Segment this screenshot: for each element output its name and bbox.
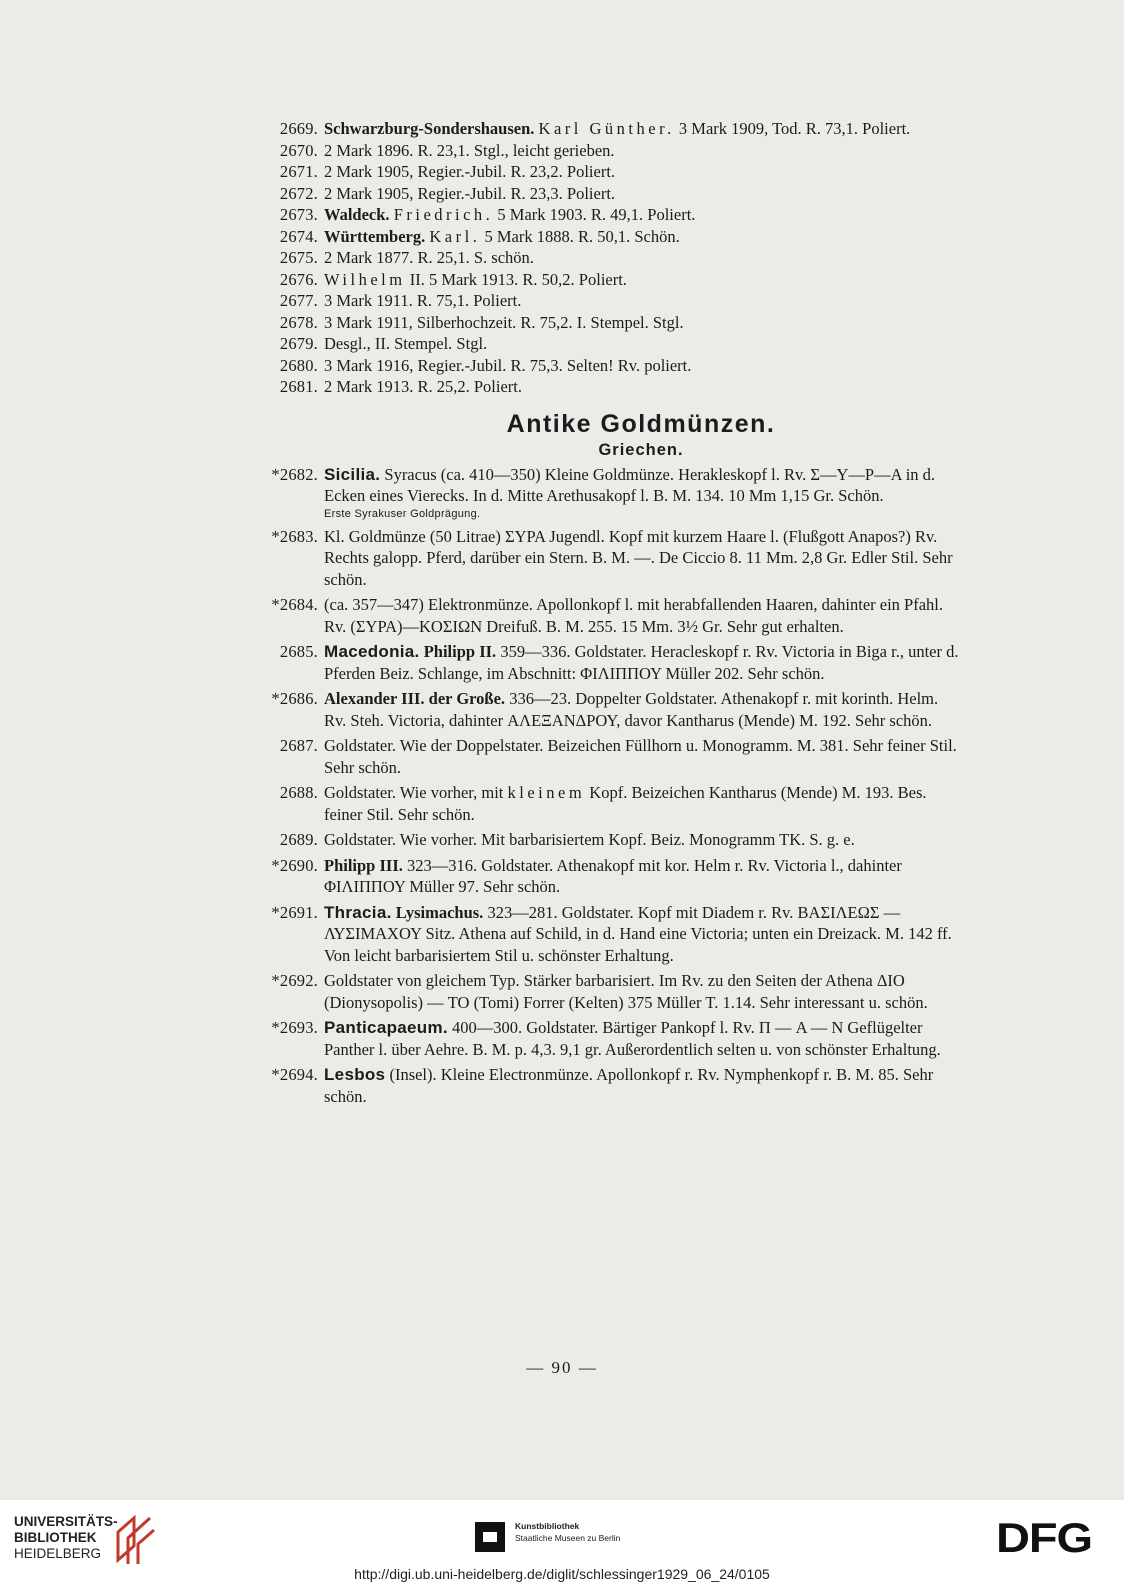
entry-description: Goldstater. Wie der Doppelstater. Beizeichen Füllhorn u. Monogramm. M. 381. Sehr feiner Stil. Sehr schön. (324, 736, 957, 777)
kb-line2: Staatliche Museen zu Berlin (515, 1533, 621, 1543)
catalog-entries (268, 118, 964, 1107)
entry-description: 323—281. Goldstater. Kopf mit Diadem r. Rv. ΒΑΣΙΛΕΩΣ — ΛΥΣΙΜΑΧΟΥ Sitz. Athena auf Schild, in d. Hand eine Victoria; unten ein Dreizack. M. 142 ff. Von leicht barbarisiertem Stil u. schönster Erhaltung. (324, 902, 952, 965)
entry-number: *2693. (271, 1018, 318, 1037)
page-number: — 90 — (526, 1358, 598, 1377)
entry-text (324, 183, 964, 205)
entry-number: *2683. (271, 526, 318, 546)
entry-number: *2690. (271, 855, 318, 875)
entry-description: 323—316. Goldstater. Athenakopf mit kor. Helm r. Rv. Victoria l., dahinter ΦΙΛΙΠΠΟΥ Müller 97. Sehr schön. (324, 855, 902, 896)
catalog-entry (268, 140, 964, 162)
entry-text (324, 161, 964, 183)
kunstbibliothek-text[interactable] (515, 1520, 620, 1544)
entry-text (324, 1064, 964, 1107)
entry-ruler: Philipp II. (423, 642, 497, 661)
entry-number: *2682. (271, 464, 318, 484)
entry-text (324, 782, 964, 825)
catalog-entry (268, 118, 964, 140)
entry-region: Sicilia. (324, 464, 381, 484)
catalog-entry (268, 526, 964, 591)
entry-description: II. 5 Mark 1913. R. 50,2. Poliert. (405, 269, 627, 289)
entry-number: 2671. (279, 162, 318, 181)
entry-number: *2692. (271, 971, 318, 990)
entry-number: 2678. (279, 312, 318, 332)
entries-bottom-list (268, 464, 964, 1108)
entry-text (324, 204, 964, 226)
entry-text (324, 376, 964, 398)
catalog-entry (268, 641, 964, 684)
entry-number: 2674. (279, 226, 318, 246)
footer-bar (0, 1500, 1124, 1587)
entry-description: Goldstater von gleichem Typ. Stärker barbarisiert. Im Rv. zu den Seiten der Athena ΔΙΟ (Dionysopolis) — TO (Tomi) Forrer (Kelten) 375 Müller T. 1.14. Sehr interessant u. schön. (324, 971, 928, 1012)
catalog-entry (268, 464, 964, 507)
entry-ruler: Württemberg. (324, 226, 426, 246)
catalog-entry (268, 355, 964, 377)
ub-heidelberg-emblem-icon (112, 1510, 157, 1566)
entry-description: Desgl., II. Stempel. Stgl. (324, 334, 488, 353)
entry-description: Syracus (ca. 410—350) Kleine Goldmünze. Herakleskopf l. Rv. Σ—Y—P—A in d. Ecken eines Vierecks. In d. Mitte Arethusakopf l. B. M. 134. 10 Mm 1,15 Gr. Schön. (324, 464, 936, 505)
entry-number: 2680. (279, 355, 318, 375)
entry-number: 2676. (279, 269, 318, 289)
entry-description: Kopf. Beizeichen Kantharus (Mende) M. 193. Bes. feiner Stil. Sehr schön. (324, 783, 927, 824)
catalog-entry (268, 333, 964, 355)
entry-number: 2672. (279, 183, 318, 203)
entry-description: 3 Mark 1909, Tod. R. 73,1. Poliert. (674, 119, 911, 138)
entry-ruler: Lysimachus. (395, 902, 484, 922)
entry-note: Erste Syrakuser Goldprägung. (324, 507, 481, 520)
entry-description: 3 Mark 1911. R. 75,1. Poliert. (324, 291, 522, 310)
entry-description: 2 Mark 1877. R. 25,1. S. schön. (324, 248, 534, 267)
permalink-url[interactable]: http://digi.ub.uni-heidelberg.de/diglit/schlessinger1929_06_24/0105 (354, 1566, 770, 1582)
entry-region: Thracia. (324, 902, 392, 922)
catalog-entry (268, 290, 964, 312)
entry-text (324, 118, 964, 140)
dfg-logo[interactable]: DFG (996, 1514, 1092, 1561)
entry-number: *2691. (271, 902, 318, 922)
entry-text (324, 312, 964, 334)
catalog-entry (268, 855, 964, 898)
entry-description: 400—300. Goldstater. Bärtiger Pankopf l. Rv. Π — A — N Geflügelter Panther l. über Aehre. B. M. p. 4,3. 9,1 gr. Außerordentlich selten u. von schönster Erhaltung. (324, 1018, 941, 1059)
catalog-entry (268, 782, 964, 825)
section-heading: Antike Goldmünzen. (506, 409, 776, 438)
entry-text (324, 355, 964, 377)
entry-number: *2694. (271, 1065, 318, 1084)
entry-number: *2686. (271, 689, 318, 708)
section-subheading: Griechen. (598, 440, 684, 459)
catalog-entry (268, 902, 964, 967)
entry-pretext: Goldstater. Wie vorher, mit (324, 783, 508, 802)
entry-text (324, 735, 964, 778)
catalog-entry (268, 312, 964, 334)
kunstbibliothek-logo-icon (475, 1522, 505, 1552)
entry-spaced-name: Friedrich. (393, 205, 494, 224)
entry-text (324, 594, 964, 637)
entries-top-list (268, 118, 964, 398)
entry-description: 3 Mark 1916, Regier.-Jubil. R. 75,3. Selten! Rv. poliert. (324, 355, 692, 375)
catalog-entry (268, 183, 964, 205)
entry-description: 2 Mark 1905, Regier.-Jubil. R. 23,3. Poliert. (324, 183, 616, 203)
entry-number: 2679. (279, 334, 318, 353)
entry-text (324, 526, 964, 591)
entry-description: Kl. Goldmünze (50 Litrae) ΣYPA Jugendl. Kopf mit kurzem Haare l. (Flußgott Anapos?) Rv. Rechts galopp. Pferd, darüber ein Stern. B. M. —. De Ciccio 8. 11 Mm. 2,8 Gr. Edler Stil. Sehr schön. (324, 526, 953, 589)
entry-text (324, 247, 964, 269)
ub-line3: HEIDELBERG (14, 1546, 102, 1561)
entry-number: 2687. (279, 736, 318, 755)
ub-line1: UNIVERSITÄTS- (14, 1514, 118, 1529)
ub-heidelberg-logo-text[interactable] (14, 1514, 118, 1562)
catalog-entry (268, 1017, 964, 1060)
entry-text (324, 333, 964, 355)
catalog-entry (268, 161, 964, 183)
catalog-entry (268, 970, 964, 1013)
catalog-entry (268, 688, 964, 731)
entry-spaced-name: kleinem (507, 783, 586, 802)
catalog-entry (268, 735, 964, 778)
catalog-entry (268, 247, 964, 269)
entry-description: (Insel). Kleine Electronmünze. Apollonkopf r. Rv. Nymphenkopf r. B. M. 85. Sehr schön. (324, 1065, 934, 1106)
entry-spaced-name: Wilhelm (324, 269, 406, 289)
catalog-entry (268, 204, 964, 226)
entry-text (324, 464, 964, 507)
entry-text (324, 829, 964, 851)
entry-ruler: Schwarzburg-Sondershausen. (324, 119, 535, 138)
entry-ruler: Philipp III. (324, 855, 403, 875)
entry-spaced-name: Karl. (429, 226, 481, 246)
entry-description: 359—336. Goldstater. Heracleskopf r. Rv. Victoria in Biga r., unter d. Pferden Beiz. Schlange, im Abschnitt: ΦΙΛΙΠΠΟΥ Müller 202. Sehr schön. (324, 642, 959, 683)
catalog-entry (268, 269, 964, 291)
entry-region: Macedonia. (324, 642, 420, 661)
entry-description: 336—23. Doppelter Goldstater. Athenakopf r. mit korinth. Helm. Rv. Steh. Victoria, dahinter ΑΛΕΞΑΝΔΡΟΥ, davor Kantharus (Mende) M. 192. Sehr schön. (324, 689, 939, 730)
kb-line1: Kunstbibliothek (515, 1521, 580, 1531)
entry-description: 2 Mark 1896. R. 23,1. Stgl., leicht gerieben. (324, 140, 615, 160)
entry-number: 2688. (279, 783, 318, 802)
entry-ruler: Waldeck. (324, 205, 390, 224)
entry-number: 2685. (279, 642, 318, 661)
entry-text (324, 1017, 964, 1060)
entry-description: 5 Mark 1888. R. 50,1. Schön. (480, 226, 680, 246)
entry-number: *2684. (271, 595, 318, 614)
entry-text (324, 226, 964, 248)
ub-line2: BIBLIOTHEK (14, 1530, 97, 1545)
entry-description: 2 Mark 1905, Regier.-Jubil. R. 23,2. Poliert. (324, 162, 616, 181)
entry-spaced-name: Karl Günther. (538, 119, 675, 138)
entry-ruler: Alexander III. der Große. (324, 689, 506, 708)
entry-region: Panticapaeum. (324, 1018, 448, 1037)
entry-text (324, 269, 964, 291)
entry-text (324, 641, 964, 684)
entry-region: Lesbos (324, 1065, 386, 1084)
entry-description: 3 Mark 1911, Silberhochzeit. R. 75,2. I. Stempel. Stgl. (324, 312, 684, 332)
entry-description: (ca. 357—347) Elektronmünze. Apollonkopf l. mit herabfallenden Haaren, dahinter ein Pfahl. Rv. (ΣYPA)—KOΣIΩN Dreifuß. B. M. 255. 15 Mm. 3½ Gr. Sehr gut erhalten. (324, 595, 944, 636)
entry-text (324, 140, 964, 162)
entry-number: 2681. (279, 377, 318, 396)
entry-text (324, 855, 964, 898)
catalog-entry (268, 829, 964, 851)
entry-number: 2670. (279, 140, 318, 160)
catalog-entry (268, 376, 964, 398)
entry-number: 2677. (279, 291, 318, 310)
catalog-entry (268, 226, 964, 248)
catalog-entry (268, 1064, 964, 1107)
entry-text (324, 902, 964, 967)
entry-description: 2 Mark 1913. R. 25,2. Poliert. (324, 377, 522, 396)
entry-description: Goldstater. Wie vorher. Mit barbarisiertem Kopf. Beiz. Monogramm TK. S. g. e. (324, 830, 855, 849)
entry-description: 5 Mark 1903. R. 49,1. Poliert. (493, 205, 696, 224)
catalog-entry (268, 594, 964, 637)
entry-number: 2689. (279, 830, 318, 849)
entry-text (324, 688, 964, 731)
entry-number: 2669. (279, 119, 318, 138)
entry-text (324, 970, 964, 1013)
entry-number: 2675. (279, 248, 318, 267)
entry-text (324, 290, 964, 312)
entry-number: 2673. (279, 205, 318, 224)
